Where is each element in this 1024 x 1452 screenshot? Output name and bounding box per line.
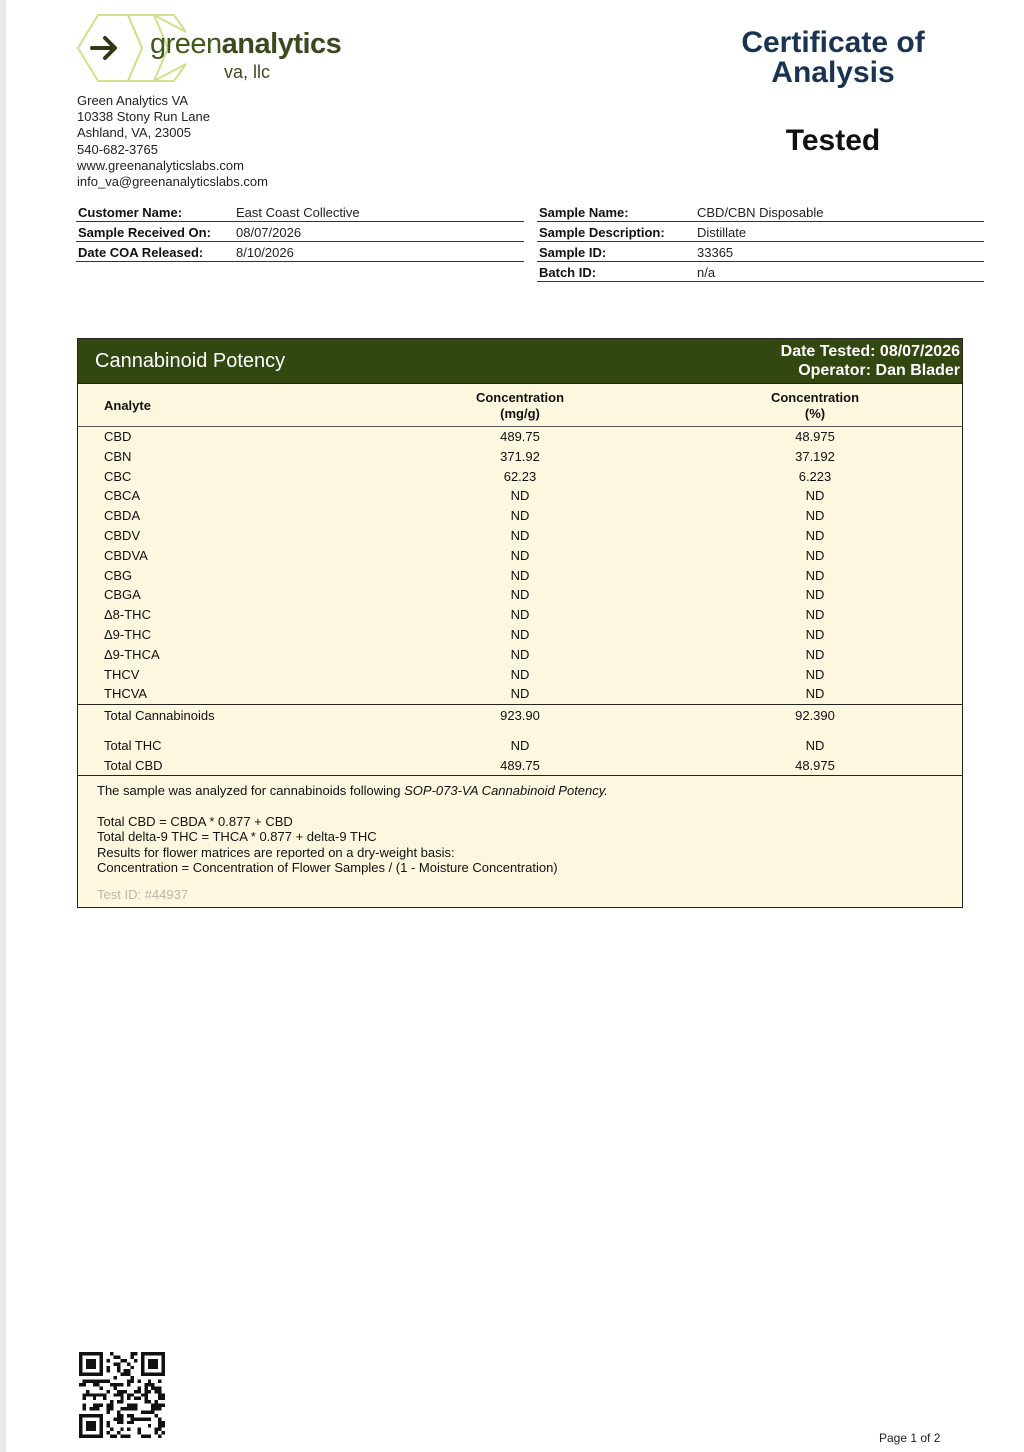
pct-cell: ND — [805, 626, 825, 642]
info-value: CBD/CBN Disposable — [697, 205, 824, 220]
mg-cell: 923.90 — [500, 708, 540, 723]
total-thc-row — [78, 736, 962, 756]
info-row — [537, 242, 984, 262]
analyte-cell: THCVA — [104, 686, 148, 702]
panel-title: Cannabinoid Potency — [95, 350, 286, 372]
pct-cell: ND — [805, 587, 825, 603]
column-header-mg-line1: Concentration — [475, 390, 565, 405]
analyte-cell: THCV — [104, 666, 140, 682]
info-row — [76, 222, 524, 242]
formula-line: Total delta-9 THC = THCA * 0.877 + delta-9 THC — [97, 829, 377, 844]
mg-cell: ND — [510, 527, 530, 543]
table-row — [78, 585, 962, 605]
panel-header — [78, 339, 962, 383]
mg-cell: ND — [510, 547, 530, 563]
info-row — [537, 202, 984, 222]
table-row — [78, 427, 962, 447]
pct-cell: ND — [805, 527, 825, 543]
pct-cell: ND — [805, 508, 825, 524]
analyte-cell: Total Cannabinoids — [104, 708, 215, 723]
analyte-cell: Δ9-THCA — [104, 646, 160, 662]
table-row — [78, 486, 962, 506]
table-row — [78, 665, 962, 685]
customer-info-table — [76, 202, 524, 262]
pct-cell: ND — [805, 666, 825, 682]
column-header-pct — [715, 390, 915, 422]
info-row — [76, 202, 524, 222]
formula-line: Total CBD = CBDA * 0.877 + CBD — [97, 813, 293, 829]
pct-cell: 48.975 — [795, 429, 835, 444]
info-label: Batch ID: — [539, 265, 597, 280]
total-cbd-row — [78, 756, 962, 776]
mg-cell: ND — [510, 567, 530, 583]
analyte-cell: Total CBD — [104, 758, 163, 773]
test-id: Test ID: #44937 — [97, 887, 189, 902]
phone-line: 540-682-3765 — [77, 141, 158, 157]
mg-cell: ND — [510, 508, 530, 524]
mg-cell: ND — [510, 666, 530, 682]
potency-rows — [78, 427, 962, 704]
pct-cell: ND — [805, 607, 825, 623]
notes-divider — [78, 775, 962, 776]
pct-cell: 37.192 — [795, 448, 835, 464]
info-row — [537, 222, 984, 242]
sample-info-table — [537, 202, 984, 282]
lab-address — [77, 93, 268, 190]
info-value: 8/10/2026 — [236, 245, 294, 260]
pct-cell: ND — [805, 686, 825, 702]
logo-subtitle: va, llc — [224, 62, 271, 82]
page-edge — [0, 0, 6, 1452]
mg-cell: ND — [510, 488, 530, 504]
column-header-mg-line2: (mg/g) — [500, 406, 540, 421]
method-name: SOP-073-VA Cannabinoid Potency. — [404, 783, 608, 798]
mg-cell: ND — [510, 646, 530, 662]
logo-wordmark — [150, 28, 341, 61]
mg-cell: ND — [510, 626, 530, 642]
info-label: Customer Name: — [78, 205, 183, 220]
column-header-pct-line1: Concentration — [770, 390, 860, 405]
method-statement — [97, 783, 608, 799]
table-row — [78, 684, 962, 704]
address-line: 10338 Stony Run Lane — [77, 109, 210, 125]
analyte-cell: CBDA — [104, 508, 141, 524]
email-line: info_va@greenanalyticslabs.com — [77, 174, 268, 190]
analyte-cell: Δ8-THC — [104, 607, 151, 623]
total-cannabinoids-row — [78, 706, 962, 726]
mg-cell: ND — [510, 738, 530, 753]
analyte-cell: CBG — [104, 567, 133, 583]
title-line-1: Certificate of — [741, 26, 925, 59]
logo-word-green: green — [150, 28, 222, 60]
title-line-2: Analysis — [771, 56, 895, 89]
method-prefix: The sample was analyzed for cannabinoids following — [97, 783, 405, 798]
analyte-cell: Total THC — [104, 738, 162, 753]
pct-cell: 48.975 — [795, 758, 835, 773]
mg-cell: ND — [510, 607, 530, 623]
pct-cell: ND — [805, 646, 825, 662]
info-label: Sample ID: — [539, 245, 607, 260]
column-headers — [78, 383, 962, 427]
logo-word-analytics: analytics — [221, 28, 342, 60]
info-value: Distillate — [697, 225, 747, 240]
method-notes — [97, 783, 608, 876]
info-value: 33365 — [697, 245, 734, 260]
qr-code-icon[interactable] — [79, 1352, 165, 1438]
analyte-cell: CBD — [104, 429, 132, 444]
mg-cell: ND — [510, 686, 530, 702]
mg-cell: 489.75 — [500, 758, 540, 773]
column-header-mg — [420, 390, 620, 422]
pct-cell: ND — [805, 488, 825, 504]
analyte-cell: CBDV — [104, 527, 141, 543]
website-line: www.greenanalyticslabs.com — [77, 157, 244, 173]
mg-cell: 489.75 — [500, 429, 540, 444]
pct-cell: 6.223 — [798, 468, 832, 484]
cannabinoid-potency-panel — [77, 338, 963, 908]
operator: Operator: Dan Blader — [798, 362, 960, 379]
table-row — [78, 467, 962, 487]
table-row — [78, 566, 962, 586]
analyte-cell: CBCA — [104, 488, 141, 504]
table-row — [78, 625, 962, 645]
table-row — [78, 447, 962, 467]
address-line: Green Analytics VA — [77, 93, 189, 108]
table-row — [78, 506, 962, 526]
document-title — [700, 28, 966, 88]
pct-cell: ND — [805, 547, 825, 563]
mg-cell: 371.92 — [500, 448, 540, 464]
info-value: n/a — [697, 265, 716, 280]
pct-cell: ND — [805, 738, 825, 753]
mg-cell: ND — [510, 587, 530, 603]
table-row — [78, 605, 962, 625]
panel-meta — [781, 342, 960, 380]
totals-divider — [78, 704, 962, 705]
info-label: Date COA Released: — [78, 245, 204, 260]
analyte-cell: CBC — [104, 468, 132, 484]
status-label: Tested — [785, 124, 881, 157]
table-row — [78, 546, 962, 566]
analyte-cell: CBGA — [104, 587, 141, 603]
info-label: Sample Received On: — [78, 225, 211, 240]
lab-logo — [74, 12, 374, 86]
pct-cell: ND — [805, 567, 825, 583]
table-row — [78, 645, 962, 665]
address-line: Ashland, VA, 23005 — [77, 125, 191, 141]
info-row — [76, 242, 524, 262]
mg-cell: 62.23 — [503, 468, 537, 484]
column-header-pct-line2: (%) — [804, 406, 826, 421]
info-label: Sample Name: — [539, 205, 629, 220]
analyte-cell: Δ9-THC — [104, 626, 151, 642]
analyte-cell: CBDVA — [104, 547, 148, 563]
page-number: Page 1 of 2 — [879, 1431, 941, 1445]
column-header-analyte: Analyte — [104, 398, 151, 413]
formula-line: Results for flower matrices are reported on a dry-weight basis: — [97, 844, 455, 860]
formula-line: Concentration = Concentration of Flower Samples / (1 - Moisture Concentration) — [97, 860, 558, 875]
table-row — [78, 526, 962, 546]
info-value: East Coast Collective — [236, 205, 360, 220]
info-label: Sample Description: — [539, 225, 665, 240]
analyte-cell: CBN — [104, 448, 132, 464]
info-row — [537, 262, 984, 282]
info-value: 08/07/2026 — [236, 225, 302, 240]
date-tested: Date Tested: 08/07/2026 — [780, 343, 960, 360]
pct-cell: 92.390 — [795, 708, 835, 723]
